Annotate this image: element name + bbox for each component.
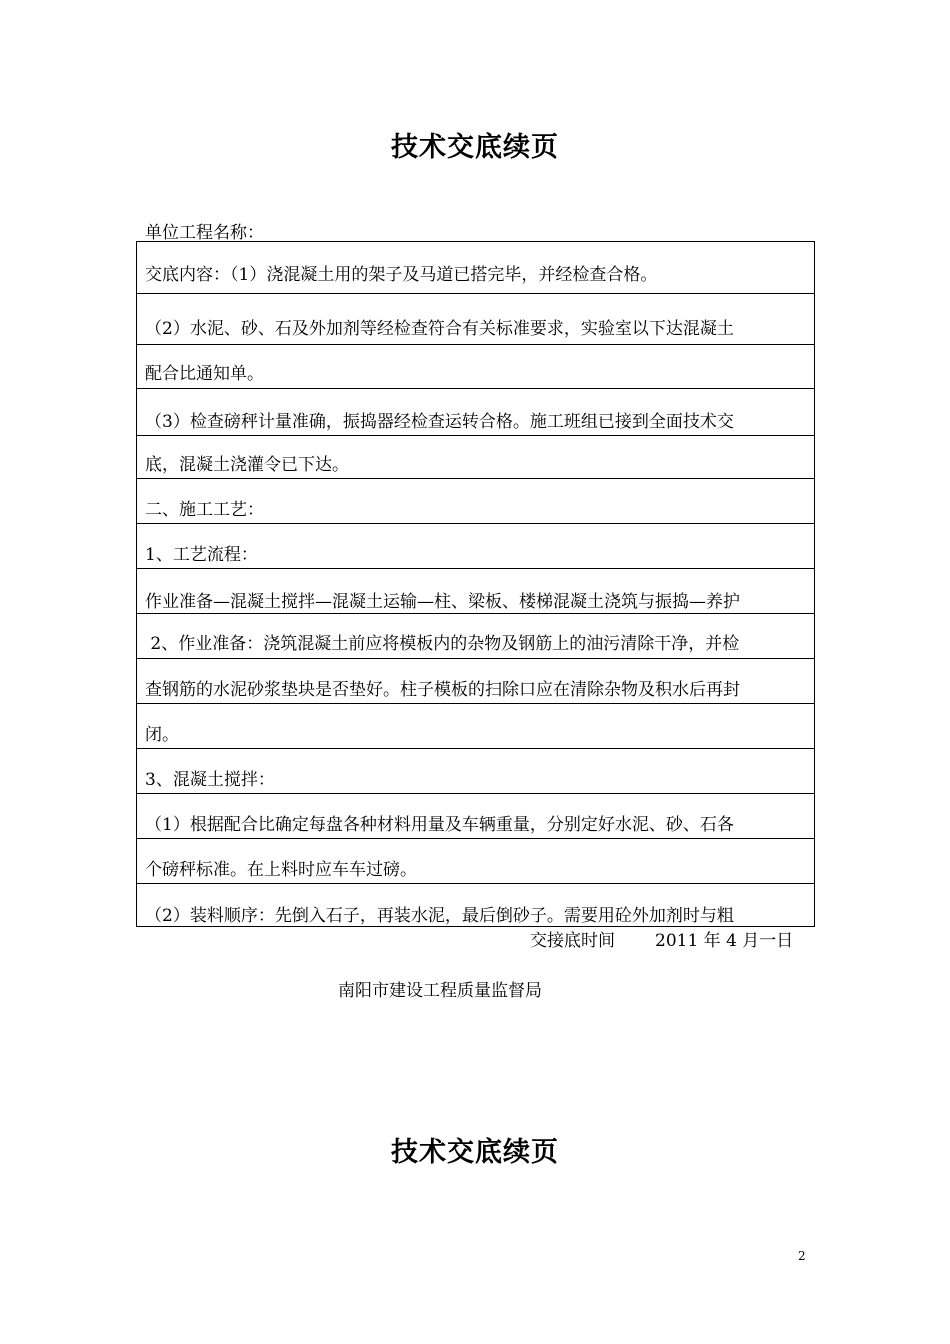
unit-name-label: 单位工程名称：: [145, 223, 264, 243]
table-row: （2）装料顺序：先倒入石子，再装水泥，最后倒砂子。需要用砼外加剂时与粗: [137, 884, 815, 927]
table-row: 交底内容：（1）浇混凝土用的架子及马道已搭完毕，并经检查合格。: [137, 242, 815, 294]
table-row: 2、作业准备：浇筑混凝土前应将模板内的杂物及钢筋上的油污清除干净，并检: [137, 614, 815, 659]
table-row: 查钢筋的水泥砂浆垫块是否垫好。柱子模板的扫除口应在清除杂物及积水后再封: [137, 659, 815, 704]
table-row: 3、混凝土搅拌：: [137, 749, 815, 794]
handover-label: 交接底时间: [530, 931, 615, 951]
table-row: （1）根据配合比确定每盘各种材料用量及车辆重量，分别定好水泥、砂、石各: [137, 794, 815, 839]
bureau-name: 南阳市建设工程质量监督局: [338, 981, 542, 1001]
content-table: [136, 241, 815, 927]
handover-date: 2011 年 4 月一日: [655, 931, 794, 951]
page-title: 技术交底续页: [391, 132, 559, 163]
table-row: 个磅秤标准。在上料时应车车过磅。: [137, 839, 815, 884]
handover-time: [530, 926, 793, 951]
table-row: 底，混凝土浇灌令已下达。: [137, 436, 815, 479]
page-number: 2: [798, 1249, 806, 1263]
page-title-continued: 技术交底续页: [391, 1137, 559, 1168]
table-row: （2）水泥、砂、石及外加剂等经检查符合有关标准要求，实验室以下达混凝土: [137, 294, 815, 345]
table-row: 作业准备—混凝土搅拌—混凝土运输—柱、梁板、楼梯混凝土浇筑与振捣—养护: [137, 569, 815, 614]
table-row: 1、工艺流程：: [137, 524, 815, 569]
table-row: 二、施工工艺：: [137, 479, 815, 524]
table-row: （3）检查磅秤计量准确，振捣器经检查运转合格。施工班组已接到全面技术交: [137, 389, 815, 436]
table-row: 闭。: [137, 704, 815, 749]
table-row: 配合比通知单。: [137, 345, 815, 389]
